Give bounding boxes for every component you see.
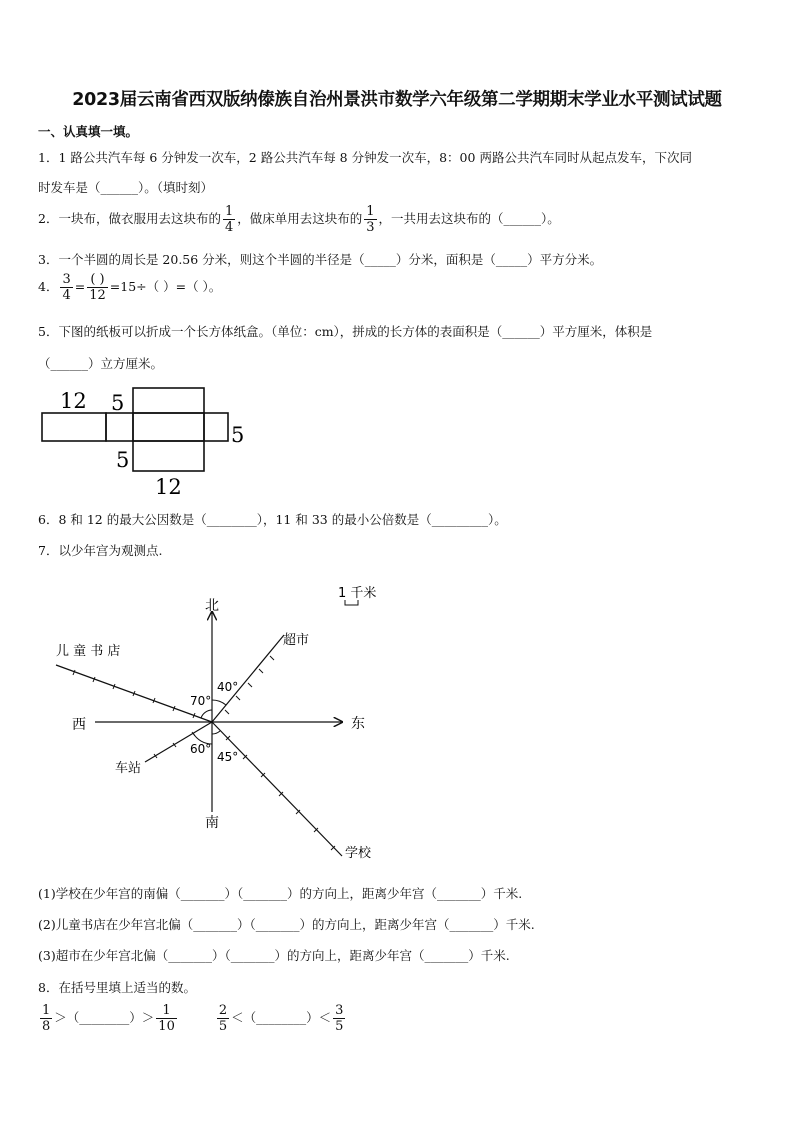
fraction-three-quarters: $\frac{3}{4}$ xyxy=(62,272,71,303)
question-8-expressions xyxy=(38,1003,347,1034)
label-bookstore: 儿 童 书 店 xyxy=(56,644,121,659)
question-5-line-1: 5．下图的纸板可以折成一个长方体纸盒。（单位：cm），拼成的长方体的表面积是（______）平方厘米，体积是 xyxy=(38,324,653,339)
question-2-text-3: ，一共用去这块布的（______）。 xyxy=(378,211,560,226)
question-1-line-1: 1．1 路公共汽车每 6 分钟发一次车，2 路公共汽车每 8 分钟发一次车，8：00 两路公共汽车同时从起点发车，下次同 xyxy=(38,150,692,165)
question-7-sub-2: (2)儿童书店在少年宫北偏（_______）（_______）的方向上，距离少年宫（_______）千米. xyxy=(38,917,535,932)
question-2 xyxy=(38,204,560,235)
compare-blank-b: ＜（________）＜ xyxy=(231,1010,332,1025)
ray-supermarket xyxy=(212,635,284,722)
angle-40: 40° xyxy=(217,680,239,694)
net-label-top-left: 12 xyxy=(60,389,87,413)
scale-label: 1 千米 xyxy=(338,586,377,601)
question-1-line-2: 时发车是（______）。（填时刻） xyxy=(38,180,214,195)
label-north: 北 xyxy=(205,598,219,614)
angle-60: 60° xyxy=(190,742,212,756)
arc-40 xyxy=(212,700,226,705)
label-east: 东 xyxy=(351,716,365,732)
question-2-text-1: 2．一块布，做衣服用去这块布的 xyxy=(38,211,221,226)
net-label-bottom-mid: 5 xyxy=(116,448,130,472)
net-label-bottom: 12 xyxy=(155,475,182,499)
page-title: 2023届云南省西双版纳傣族自治州景洪市数学六年级第二学期期末学业水平测试试题 xyxy=(72,90,722,110)
question-3: 3．一个半圆的周长是 20.56 分米，则这个半圆的半径是（_____）分米，面积是（_____）平方分米。 xyxy=(38,252,603,267)
question-5-line-2: （______）立方厘米。 xyxy=(38,356,164,371)
section-heading: 一、认真填一填。 xyxy=(38,124,139,139)
net-label-top-mid: 5 xyxy=(111,391,125,415)
arc-45 xyxy=(212,731,220,734)
equals-sign: = xyxy=(74,279,86,294)
label-south: 南 xyxy=(205,815,219,831)
net-label-right: 5 xyxy=(231,423,245,447)
direction-map-diagram xyxy=(40,572,400,872)
angle-45: 45° xyxy=(217,750,239,764)
question-4-rest: =15÷（ ）=（ ）。 xyxy=(109,279,222,294)
fraction-one-tenth: $\frac{1}{10}$ xyxy=(158,1003,175,1034)
fraction-three-fifths: $\frac{3}{5}$ xyxy=(335,1003,344,1034)
fraction-two-fifths: $\frac{2}{5}$ xyxy=(218,1003,228,1034)
question-2-text-2: ，做床单用去这块布的 xyxy=(237,211,363,226)
label-station: 车站 xyxy=(115,761,142,776)
question-6: 6．8 和 12 的最大公因数是（________），11 和 33 的最小公倍数是（_________）。 xyxy=(38,512,507,527)
label-west: 西 xyxy=(72,717,86,733)
box-net-diagram xyxy=(36,380,256,500)
fraction-blank-over-12: $\frac{( )}{12}$ xyxy=(89,272,106,303)
question-4 xyxy=(38,272,221,303)
compare-blank-a: ＞（________）＞ xyxy=(54,1010,155,1025)
angle-70: 70° xyxy=(190,694,212,708)
label-supermarket: 超市 xyxy=(283,633,310,648)
fraction-one-eighth: $\frac{1}{8}$ xyxy=(42,1003,51,1034)
label-school: 学校 xyxy=(345,846,372,861)
fraction-one-quarter: $\frac{1}{4}$ xyxy=(224,204,234,235)
question-7-sub-1: (1)学校在少年宫的南偏（_______）（_______）的方向上，距离少年宫（_______）千米. xyxy=(38,886,523,901)
question-8-intro: 8．在括号里填上适当的数。 xyxy=(38,980,196,995)
question-7-intro: 7．以少年宫为观测点. xyxy=(38,543,163,558)
question-4-number: 4． xyxy=(38,279,59,294)
arc-70 xyxy=(201,710,212,718)
fraction-one-third: $\frac{1}{3}$ xyxy=(366,204,375,235)
ray-school xyxy=(212,722,342,856)
question-7-sub-3: (3)超市在少年宫北偏（_______）（_______）的方向上，距离少年宫（_______）千米. xyxy=(38,948,510,963)
